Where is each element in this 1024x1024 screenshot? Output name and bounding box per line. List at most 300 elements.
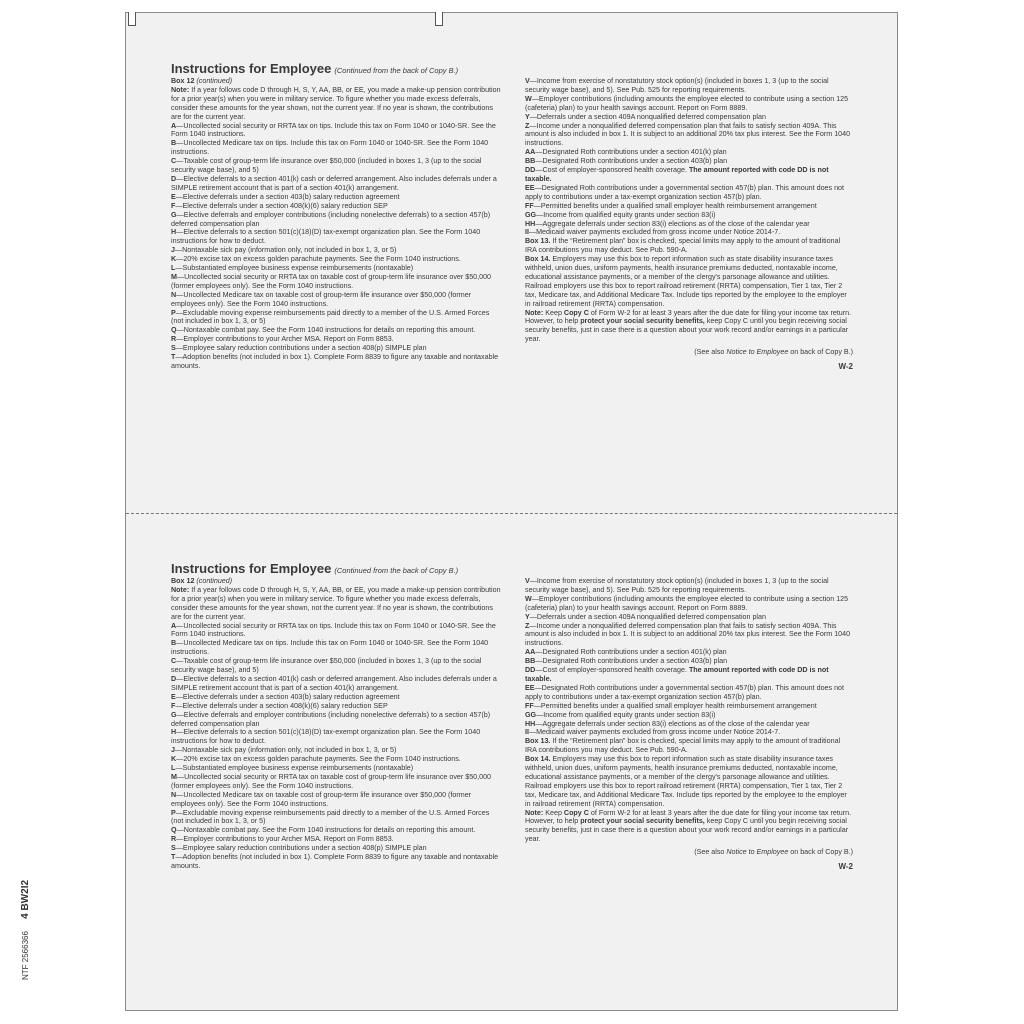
code-text: Employer contributions to your Archer MSA. Report on Form 8853. (183, 335, 394, 344)
code-letter: Q (171, 326, 177, 335)
code-letter: R (171, 335, 177, 344)
box13-label: Box 13. (525, 237, 551, 246)
code-text-bold: The amount reported with code DD is not taxable. (525, 666, 829, 683)
code-text: Elective deferrals to a section 501(c)(18)(D) tax-exempt organization plan. See the Form 1040 instructions for how to deduct. (171, 228, 481, 246)
note2-copy-c: Copy C (563, 808, 589, 817)
code-item (171, 273, 501, 291)
note2-copy-c: Copy C (563, 308, 589, 317)
section-subtitle: (Continued from the back of Copy B.) (334, 66, 459, 75)
code-dash: — (535, 157, 543, 166)
section-title: Instructions for Employee (171, 561, 332, 576)
code-text: Designated Roth contributions under a governmental section 457(b) plan. This amount does not apply to contributions under a tax-exempt organization section 457(b) plan. (525, 683, 845, 701)
code-text: Taxable cost of group-term life insurance over $50,000 (included in boxes 1, 3 (up to the social security wage base), and 5) (171, 657, 482, 675)
note2-text-b: of Form W-2 for at least 3 years after the due date for filing your income tax return. However, to help (525, 808, 852, 826)
note-text: If a year follows code D through H, S, Y, AA, BB, or EE, you made a make-up pension contribution for a prior year(s) when you were in military service. To figure whether you made excess deferrals, consider these amounts for the year shown, not the current year. If no year is shown, the contributions are for the current year. (171, 85, 501, 121)
left-column (171, 77, 501, 371)
code-dash: — (528, 228, 537, 237)
code-item (525, 202, 853, 211)
box14-text (525, 755, 853, 808)
code-text: Uncollected social security or RRTA tax on tips. Include this tax on Form 1040 or 1040-SR. See the Form 1040 instructions. (171, 621, 496, 639)
code-letter: D (171, 174, 177, 183)
code-letter: K (171, 755, 177, 764)
code-item (525, 720, 853, 729)
code-text: Elective deferrals under a section 408(k)(6) salary reduction SEP (182, 701, 388, 710)
note2-label: Note: (525, 308, 544, 317)
code-text: Medicaid waiver payments excluded from gross income under Notice 2014-7. (536, 228, 781, 237)
code-item (525, 702, 853, 711)
code-dash: — (176, 657, 184, 666)
code-dash: — (535, 657, 543, 666)
code-item (525, 648, 853, 657)
code-dash: — (175, 201, 183, 210)
copy-c-note (525, 309, 853, 345)
code-dash: — (176, 335, 184, 344)
code-item (171, 157, 501, 175)
code-letter: GG (525, 710, 537, 719)
ntf-number: NTF 2566366 (21, 931, 30, 980)
code-item (171, 826, 501, 835)
code-dash: — (175, 344, 183, 353)
code-letter: W (525, 594, 532, 603)
code-letter: BB (525, 657, 536, 666)
code-text: Income from exercise of nonstatutory stock option(s) (included in boxes 1, 3 (up to the social security wage base), and 5). See Pub. 525 for reporting requirements. (525, 577, 829, 594)
code-item (171, 693, 501, 702)
code-text: Cost of employer-sponsored health coverage. (542, 166, 687, 175)
code-text: Deferrals under a section 409A nonqualified deferred compensation plan (536, 112, 766, 121)
code-dash: — (534, 183, 542, 192)
code-item (171, 246, 501, 255)
note2-bold: protect your social security benefits, (580, 817, 705, 826)
box14-label: Box 14. (525, 255, 551, 264)
code-item (525, 77, 853, 95)
code-letter: M (171, 772, 177, 781)
code-item (171, 175, 501, 193)
code-dash: — (175, 764, 183, 773)
box12-label: Box 12 (171, 77, 195, 85)
code-letter: D (171, 674, 177, 683)
code-dash: — (176, 835, 184, 844)
code-dash: — (176, 728, 184, 737)
code-letter: P (171, 808, 176, 817)
code-dash: — (534, 683, 542, 692)
code-dash: — (176, 272, 185, 281)
code-dash: — (176, 772, 185, 781)
form-id-label: W-2 (838, 862, 853, 872)
box12-label-line (171, 77, 501, 86)
form-id-label: W-2 (838, 362, 853, 372)
note2-text-a: Keep (545, 808, 562, 817)
code-dash: — (535, 719, 543, 728)
code-item (171, 711, 501, 729)
code-letter: DD (525, 166, 536, 175)
code-item (171, 211, 501, 229)
code-text: Substantiated employee business expense reimbursements (nontaxable) (182, 764, 414, 773)
code-text: Nontaxable combat pay. See the Form 1040 instructions for details on reporting this amount. (183, 826, 476, 835)
code-letter: S (171, 344, 176, 353)
code-dash: — (533, 701, 541, 710)
codes-list-right-2 (525, 684, 853, 737)
code-item (525, 95, 853, 113)
code-item (525, 622, 853, 649)
code-letter: FF (525, 701, 534, 710)
code-text: Designated Roth contributions under a section 401(k) plan (542, 648, 727, 657)
section-subtitle: (Continued from the back of Copy B.) (334, 566, 459, 575)
code-text: Employer contributions to your Archer MSA. Report on Form 8853. (183, 835, 394, 844)
code-letter: C (171, 157, 177, 166)
code-text: Uncollected Medicare tax on taxable cost of group-term life insurance over $50,000 (former employees only). See the Form 1040 instructions. (171, 290, 472, 308)
code-item (171, 835, 501, 844)
code-item (171, 622, 501, 640)
code-text: Elective deferrals under a section 408(k)(6) salary reduction SEP (182, 201, 388, 210)
code-letter: Y (525, 612, 530, 621)
code-text: Income from qualified equity grants under section 83(i) (543, 210, 716, 219)
code-text: Excludable moving expense reimbursements paid directly to a member of the U.S. Armed Forces (not included in box 1, 3, or 5) (171, 808, 490, 826)
code-dash: — (176, 255, 184, 264)
note-label: Note: (171, 585, 190, 594)
code-item (171, 353, 501, 371)
code-dash: — (175, 701, 183, 710)
code-letter: R (171, 835, 177, 844)
code-text: Uncollected Medicare tax on taxable cost of group-term life insurance over $50,000 (former employees only). See the Form 1040 instructions. (171, 790, 472, 808)
code-dash: — (529, 112, 537, 121)
see-also-b: on back of Copy B.) (790, 348, 853, 357)
code-item (525, 595, 853, 613)
code-text: Uncollected social security or RRTA tax on taxable cost of group-term life insurance over $50,000 (former employees only). See the Form 1040 instructions. (171, 272, 492, 290)
code-item (525, 613, 853, 622)
code-item (525, 657, 853, 666)
code-dash: — (174, 746, 183, 755)
codes-list-right (525, 577, 853, 666)
code-item (171, 657, 501, 675)
code-letter: Z (525, 121, 530, 130)
code-text: Adoption benefits (not included in box 1). Complete Form 8839 to figure any taxable and nontaxable amounts. (171, 853, 499, 870)
code-item (171, 264, 501, 273)
code-letter: F (171, 701, 176, 710)
code-text: Uncollected Medicare tax on tips. Include this tax on Form 1040 or 1040-SR. See the Form 1040 instructions. (171, 639, 489, 657)
code-text: 20% excise tax on excess golden parachute payments. See the Form 1040 instructions. (183, 755, 461, 764)
copy-c-note (525, 809, 853, 845)
code-item-DD: DD—Cost of employer-sponsored health coverage. The amount reported with code DD is not taxable. (525, 166, 829, 183)
code-dash: — (175, 308, 183, 317)
code-letter: Q (171, 826, 177, 835)
code-item (171, 228, 501, 246)
code-letter: L (171, 764, 176, 773)
note2-text-c: keep Copy C until you begin receiving social security benefits, just in case there is a question about your work record and/or earnings in a particular year. (525, 317, 849, 344)
corner-mark-middle (435, 12, 443, 26)
continued-label: (continued) (196, 577, 233, 585)
code-item (171, 193, 501, 202)
code-letter: H (171, 728, 177, 737)
code-letter: T (171, 853, 176, 862)
code-dash: — (176, 790, 184, 799)
box14-body: Employers may use this box to report information such as state disability insurance taxes withheld, union dues, uniform payments, health insurance premiums deducted, nontaxable income, educational assistance payments, or a member of the clergy's parsonage allowance and utilities. Railroad employers use this box to report railroad retirement (RRTA) compensation, Tier 1 tax, Tier 2 tax, Medicare tax, and Additional Medicare Tax. Include tips reported by the employee to the employer in railroad retirement (RRTA) compensation. (525, 255, 847, 308)
code-letter: V (525, 577, 530, 585)
code-letter: EE (525, 683, 535, 692)
box14-body: Employers may use this box to report information such as state disability insurance taxes withheld, union dues, uniform payments, health insurance premiums deducted, nontaxable income, educational assistance payments, or a member of the clergy's parsonage allowance and utilities. Railroad employers use this box to report railroad retirement (RRTA) compensation, Tier 1 tax, Tier 2 tax, Medicare tax, and Additional Medicare Tax. Include tips reported by the employee to the employer in railroad retirement (RRTA) compensation. (525, 755, 847, 808)
code-letter: J (171, 746, 175, 755)
code-letter: F (171, 201, 176, 210)
code-letter: S (171, 844, 176, 853)
code-item (525, 113, 853, 122)
code-letter: W (525, 94, 532, 103)
box14-label: Box 14. (525, 755, 551, 764)
code-dash: — (176, 157, 184, 166)
code-item (171, 335, 501, 344)
code-text: Nontaxable sick pay (information only, not included in box 1, 3, or 5) (182, 246, 397, 255)
code-letter: B (171, 139, 177, 148)
code-dash: — (175, 853, 183, 862)
code-letter: J (171, 246, 175, 255)
code-dash: — (175, 844, 183, 853)
code-dash: — (176, 674, 184, 683)
code-item (171, 755, 501, 764)
note2-text-c: keep Copy C until you begin receiving social security benefits, just in case there is a question about your work record and/or earnings in a particular year. (525, 817, 849, 844)
code-item (171, 764, 501, 773)
note2-bold: protect your social security benefits, (580, 317, 705, 326)
code-item (171, 844, 501, 853)
code-text: Employer contributions (including amounts the employee elected to contribute using a section 125 (cafeteria) plan) to your health savings account. Report on Form 8889. (525, 594, 849, 612)
code-text: Adoption benefits (not included in box 1). Complete Form 8839 to figure any taxable and nontaxable amounts. (171, 353, 499, 370)
code-letter: BB (525, 157, 536, 166)
code-item (171, 309, 501, 327)
code-item (525, 684, 853, 702)
code-letter: E (171, 192, 176, 201)
code-dash: — (529, 577, 537, 585)
code-letter: AA (525, 148, 536, 157)
code-text: Designated Roth contributions under a section 401(k) plan (542, 148, 727, 157)
code-text: Uncollected social security or RRTA tax on taxable cost of group-term life insurance over $50,000 (former employees only). See the Form 1040 instructions. (171, 772, 492, 790)
see-also-italic: Notice to Employee (726, 348, 789, 357)
code-letter: K (171, 255, 177, 264)
code-letter: FF (525, 201, 534, 210)
code-dash: — (176, 755, 184, 764)
code-text: Permitted benefits under a qualified small employer health reimbursement arrangement (540, 201, 817, 210)
code-dash: — (175, 264, 183, 273)
section-title: Instructions for Employee (171, 61, 332, 76)
note2-text-a: Keep (545, 308, 562, 317)
section-heading (171, 560, 458, 578)
code-text: Nontaxable sick pay (information only, not included in box 1, 3, or 5) (182, 746, 397, 755)
code-dash: — (174, 246, 183, 255)
code-text: Cost of employer-sponsored health coverage. (542, 666, 687, 675)
code-dash: — (531, 94, 539, 103)
note-label: Note: (171, 85, 190, 94)
code-item (171, 746, 501, 755)
code-item (171, 639, 501, 657)
code-dash: — (536, 710, 544, 719)
code-text: Employer contributions (including amounts the employee elected to contribute using a section 125 (cafeteria) plan) to your health savings account. Report on Form 8889. (525, 94, 849, 112)
code-text: Deferrals under a section 409A nonqualified deferred compensation plan (536, 612, 766, 621)
left-column (171, 577, 501, 871)
code-text: Income from exercise of nonstatutory stock option(s) (included in boxes 1, 3 (up to the social security wage base), and 5). See Pub. 525 for reporting requirements. (525, 77, 829, 94)
code-letter: Z (525, 621, 530, 630)
code-item (525, 157, 853, 166)
code-dash: — (529, 612, 537, 621)
code-dash: — (175, 353, 183, 362)
see-also-a: (See also (694, 348, 725, 357)
right-column (525, 577, 853, 872)
note2-text-b: of Form W-2 for at least 3 years after the due date for filing your income tax return. However, to help (525, 308, 852, 326)
codes-list-right-2 (525, 184, 853, 237)
code-letter: G (171, 210, 177, 219)
code-letter: V (525, 77, 530, 85)
code-dash: — (175, 192, 183, 201)
code-dash: — (175, 808, 183, 817)
code-item (525, 148, 853, 157)
code-item (525, 711, 853, 720)
code-text: Uncollected social security or RRTA tax on tips. Include this tax on Form 1040 or 1040-SR. See the Form 1040 instructions. (171, 121, 496, 139)
box13-body: If the “Retirement plan” box is checked, special limits may apply to the amount of traditional IRA contributions you may deduct. See Pub. 590-A. (525, 737, 841, 755)
continued-label: (continued) (196, 77, 233, 85)
box13-text (525, 737, 853, 755)
code-letter: II (525, 228, 529, 237)
code-dash: — (533, 201, 541, 210)
form-code: 4 BW2I2 (20, 879, 31, 919)
code-dash: — (176, 210, 184, 219)
code-item (171, 809, 501, 827)
code-item (171, 202, 501, 211)
code-item (525, 211, 853, 220)
note2-label: Note: (525, 808, 544, 817)
code-letter: N (171, 290, 177, 299)
code-dash: — (535, 148, 543, 157)
code-text: Income from qualified equity grants under section 83(i) (543, 710, 716, 719)
code-dash: — (176, 710, 184, 719)
code-item (525, 228, 853, 237)
code-letter: L (171, 264, 176, 273)
code-item (171, 728, 501, 746)
box13-text (525, 237, 853, 255)
code-letter: N (171, 790, 177, 799)
code-letter: HH (525, 719, 536, 728)
code-dash: — (176, 174, 184, 183)
code-text: Elective deferrals to a section 401(k) cash or deferred arrangement. Also includes deferrals under a SIMPLE retirement account that is part of a section 401(k) arrangement. (171, 674, 497, 692)
code-dash: — (176, 826, 184, 835)
code-text: Elective deferrals under a section 403(b) salary reduction agreement (182, 192, 400, 201)
code-text: Medicaid waiver payments excluded from gross income under Notice 2014-7. (536, 728, 781, 737)
code-letter: T (171, 353, 176, 362)
code-dash: — (529, 621, 537, 630)
code-text: Designated Roth contributions under a section 403(b) plan (542, 657, 728, 666)
code-letter: C (171, 657, 177, 666)
box12-note (171, 586, 501, 622)
code-dash: — (529, 77, 537, 85)
code-item (171, 326, 501, 335)
code-dash: — (176, 290, 184, 299)
code-letter: H (171, 228, 177, 237)
code-text: Elective deferrals under a section 403(b) salary reduction agreement (182, 692, 400, 701)
code-item (171, 675, 501, 693)
see-also-b: on back of Copy B.) (790, 848, 853, 857)
code-item (525, 184, 853, 202)
code-item (525, 728, 853, 737)
code-item (171, 773, 501, 791)
code-text: Elective deferrals and employer contributions (including nonelective deferrals) to a section 457(b) deferred compensation plan (171, 210, 491, 228)
box12-label: Box 12 (171, 577, 195, 585)
code-text: Employee salary reduction contributions under a section 408(p) SIMPLE plan (182, 344, 427, 353)
code-dash: — (176, 121, 184, 130)
code-text: Elective deferrals to a section 501(c)(18)(D) tax-exempt organization plan. See the Form 1040 instructions for how to deduct. (171, 728, 481, 746)
side-print-codes (20, 880, 31, 980)
code-item (171, 702, 501, 711)
code-letter: HH (525, 219, 536, 228)
code-dash: — (535, 648, 543, 657)
code-text: Taxable cost of group-term life insurance over $50,000 (included in boxes 1, 3 (up to the social security wage base), and 5) (171, 157, 482, 175)
code-item (525, 122, 853, 149)
code-letter: AA (525, 648, 536, 657)
code-item (171, 853, 501, 871)
code-letter: P (171, 308, 176, 317)
code-dash: — (528, 728, 537, 737)
code-text: 20% excise tax on excess golden parachute payments. See the Form 1040 instructions. (183, 255, 461, 264)
code-letter: GG (525, 210, 537, 219)
code-dash: — (176, 139, 184, 148)
code-item (171, 791, 501, 809)
code-letter: A (171, 621, 177, 630)
code-item (171, 255, 501, 264)
see-also-note (525, 848, 853, 857)
code-text: Substantiated employee business expense reimbursements (nontaxable) (182, 264, 414, 273)
right-column (525, 77, 853, 372)
code-letter: M (171, 272, 177, 281)
code-text: Designated Roth contributions under a section 403(b) plan (542, 157, 728, 166)
code-dash: — (176, 228, 184, 237)
see-also-a: (See also (694, 848, 725, 857)
box13-label: Box 13. (525, 737, 551, 746)
corner-mark-left (128, 12, 136, 26)
code-text: Permitted benefits under a qualified small employer health reimbursement arrangement (540, 701, 817, 710)
code-dash: — (175, 692, 183, 701)
note-text: If a year follows code D through H, S, Y, AA, BB, or EE, you made a make-up pension contribution for a prior year(s) when you were in military service. To figure whether you made excess deferrals, consider these amounts for the year shown, not the current year. If no year is shown, the contributions are for the current year. (171, 585, 501, 621)
code-text: Aggregate deferrals under section 83(i) elections as of the close of the calendar year (542, 719, 810, 728)
code-text: Nontaxable combat pay. See the Form 1040 instructions for details on reporting this amount. (183, 326, 476, 335)
code-dash: — (529, 121, 537, 130)
code-dash: — (536, 210, 544, 219)
code-dash: — (176, 326, 184, 335)
code-letter: B (171, 639, 177, 648)
code-letter: A (171, 121, 177, 130)
code-letter: II (525, 728, 529, 737)
code-letter: EE (525, 183, 535, 192)
code-letter: G (171, 710, 177, 719)
code-dash: — (176, 639, 184, 648)
code-dash: — (176, 621, 184, 630)
code-item (171, 291, 501, 309)
code-letter: Y (525, 112, 530, 121)
code-item-DD: DD—Cost of employer-sponsored health coverage. The amount reported with code DD is not taxable. (525, 666, 829, 683)
code-item (171, 344, 501, 353)
code-item (171, 122, 501, 140)
code-text: Employee salary reduction contributions under a section 408(p) SIMPLE plan (182, 844, 427, 853)
see-also-note (525, 348, 853, 357)
code-dash: — (531, 594, 539, 603)
box12-label-line (171, 577, 501, 586)
perforation-line (126, 513, 897, 514)
code-item (171, 139, 501, 157)
code-text-bold: The amount reported with code DD is not taxable. (525, 166, 829, 183)
code-text: Income under a nonqualified deferred compensation plan that fails to satisfy section 409A. This amount is also included in box 1. It is subject to an additional 20% tax plus interest. See the Form 1040 instructions. (525, 121, 851, 148)
code-text: Designated Roth contributions under a governmental section 457(b) plan. This amount does not apply to contributions under a tax-exempt organization section 457(b) plan. (525, 183, 845, 201)
code-text: Excludable moving expense reimbursements paid directly to a member of the U.S. Armed Forces (not included in box 1, 3, or 5) (171, 308, 490, 326)
code-letter: DD (525, 666, 536, 675)
codes-list-right (525, 77, 853, 166)
code-text: Elective deferrals and employer contributions (including nonelective deferrals) to a section 457(b) deferred compensation plan (171, 710, 491, 728)
code-dash: — (535, 219, 543, 228)
see-also-italic: Notice to Employee (726, 848, 789, 857)
box12-note (171, 86, 501, 122)
code-text: Aggregate deferrals under section 83(i) elections as of the close of the calendar year (542, 219, 810, 228)
code-text: Uncollected Medicare tax on tips. Include this tax on Form 1040 or 1040-SR. See the Form 1040 instructions. (171, 139, 489, 157)
